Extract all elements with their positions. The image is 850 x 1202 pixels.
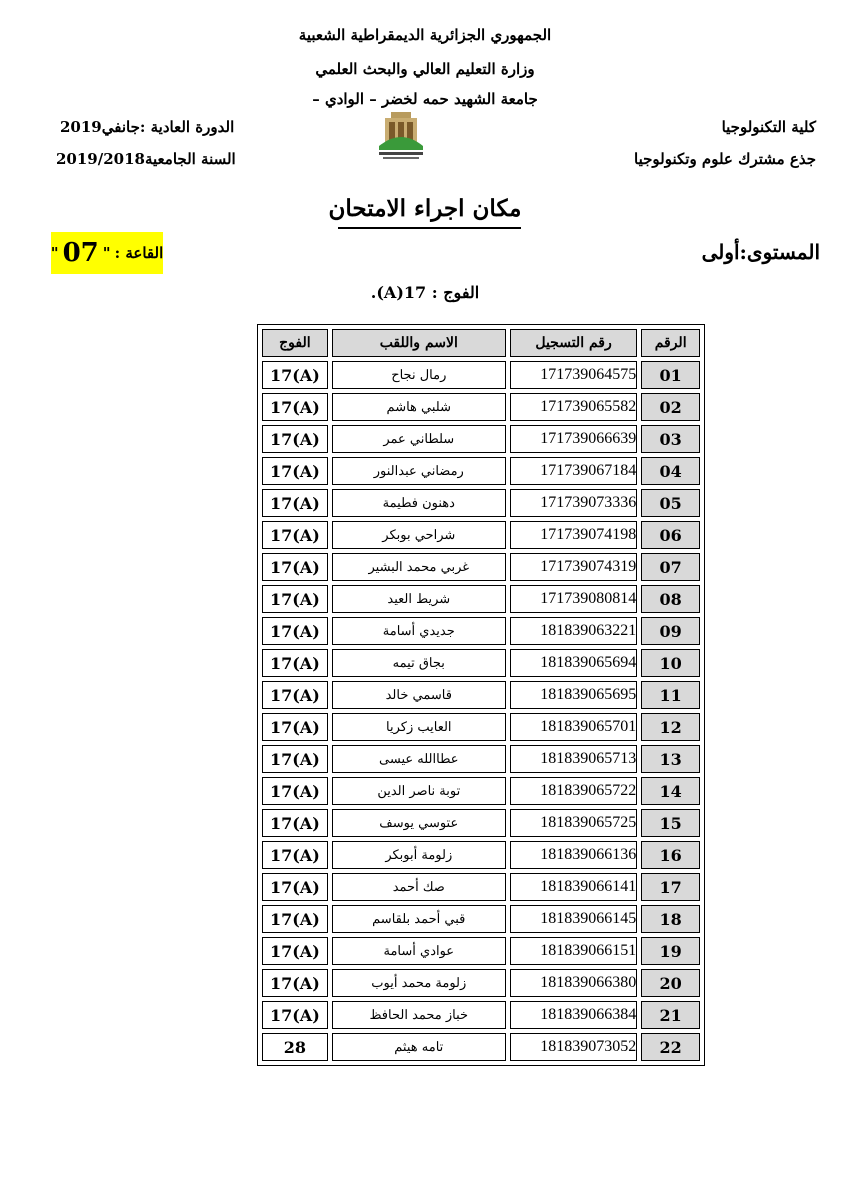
table-row [262,361,700,389]
cell-registration: 181839065722 [510,777,637,805]
title-underline [338,227,521,229]
cell-number: 01 [641,361,700,389]
cell-number: 15 [641,809,700,837]
cell-name: شريط العيد [332,585,506,613]
cell-name: غربي محمد البشير [332,553,506,581]
page-title: مكان اجراء الامتحان [328,195,522,222]
hall-number: 07 [62,238,99,268]
table-row [262,681,700,709]
table-row [262,905,700,933]
table-row [262,713,700,741]
cell-number: 11 [641,681,700,709]
cell-group: 17(A) [262,489,328,517]
table-row [262,521,700,549]
cell-name: عوادي أسامة [332,937,506,965]
cell-number: 21 [641,1001,700,1029]
header-republic: الجمهوري الجزائرية الديمقراطية الشعبية [298,26,552,44]
cell-registration: 171739073336 [510,489,637,517]
cell-number: 03 [641,425,700,453]
header-number: الرقم [641,329,700,357]
exam-session: الدورة العادية :جانفي2019 [60,118,235,136]
cell-registration: 171739080814 [510,585,637,613]
cell-name: شراحي بوبكر [332,521,506,549]
cell-registration: 181839066384 [510,1001,637,1029]
cell-group: 17(A) [262,553,328,581]
cell-number: 18 [641,905,700,933]
cell-name: خباز محمد الحافظ [332,1001,506,1029]
cell-number: 10 [641,649,700,677]
cell-name: صك أحمد [332,873,506,901]
cell-registration: 181839066145 [510,905,637,933]
table-row [262,393,700,421]
cell-name: شلبي هاشم [332,393,506,421]
cell-number: 06 [641,521,700,549]
cell-registration: 181839066151 [510,937,637,965]
cell-group: 17(A) [262,1001,328,1029]
table-row [262,777,700,805]
level-label: المستوى:أولى [701,240,820,264]
table-body [262,361,700,1061]
cell-name: عتوسي يوسف [332,809,506,837]
header-registration: رقم التسجيل [510,329,637,357]
cell-group: 17(A) [262,905,328,933]
hall-badge [51,232,163,274]
cell-group: 17(A) [262,457,328,485]
group-label: الفوج : 17(A). [370,283,480,302]
cell-group: 17(A) [262,713,328,741]
cell-name: رمضاني عبدالنور [332,457,506,485]
cell-group: 17(A) [262,681,328,709]
cell-registration: 181839066136 [510,841,637,869]
hall-label: القاعة : [114,244,164,262]
cell-group: 17(A) [262,841,328,869]
table-row [262,745,700,773]
cell-registration: 181839066380 [510,969,637,997]
table-row [262,1033,700,1061]
cell-group: 17(A) [262,649,328,677]
table-row [262,841,700,869]
cell-name: قاسمي خالد [332,681,506,709]
cell-number: 12 [641,713,700,741]
cell-name: تامه هيثم [332,1033,506,1061]
cell-registration: 171739065582 [510,393,637,421]
faculty-name: كلية التكنولوجيا [721,118,816,136]
cell-name: زلومة أبوبكر [332,841,506,869]
table-row [262,585,700,613]
cell-number: 14 [641,777,700,805]
students-table [257,324,705,1066]
cell-name: توبة ناصر الدين [332,777,506,805]
table-row [262,937,700,965]
cell-group: 17(A) [262,361,328,389]
header-group: الفوج [262,329,328,357]
hall-quote-open: " [50,244,59,262]
cell-registration: 171739067184 [510,457,637,485]
table-row [262,809,700,837]
cell-name: قبي أحمد بلقاسم [332,905,506,933]
cell-registration: 181839065701 [510,713,637,741]
cell-registration: 181839063221 [510,617,637,645]
cell-number: 20 [641,969,700,997]
header-name: الاسم واللقب [332,329,506,357]
cell-number: 08 [641,585,700,613]
cell-registration: 171739066639 [510,425,637,453]
cell-number: 09 [641,617,700,645]
cell-group: 17(A) [262,617,328,645]
cell-group: 17(A) [262,745,328,773]
table-row [262,553,700,581]
cell-number: 19 [641,937,700,965]
cell-registration: 171739074198 [510,521,637,549]
cell-number: 02 [641,393,700,421]
cell-group: 17(A) [262,809,328,837]
cell-group: 28 [262,1033,328,1061]
table-row [262,969,700,997]
table-row [262,457,700,485]
cell-number: 17 [641,873,700,901]
table-row [262,617,700,645]
cell-number: 16 [641,841,700,869]
cell-number: 04 [641,457,700,485]
cell-group: 17(A) [262,585,328,613]
cell-group: 17(A) [262,521,328,549]
cell-registration: 181839073052 [510,1033,637,1061]
cell-registration: 171739064575 [510,361,637,389]
cell-registration: 181839065695 [510,681,637,709]
table-header-row [262,329,700,357]
table-row [262,425,700,453]
cell-name: رمال نجاح [332,361,506,389]
cell-group: 17(A) [262,425,328,453]
table-row [262,489,700,517]
cell-group: 17(A) [262,969,328,997]
cell-number: 22 [641,1033,700,1061]
university-logo-icon [373,108,429,164]
department-name: جذع مشترك علوم وتكنولوجيا [634,150,816,168]
cell-registration: 171739074319 [510,553,637,581]
cell-name: عطاالله عيسى [332,745,506,773]
hall-quote-close: " [102,244,111,262]
cell-name: جديدي أسامة [332,617,506,645]
cell-name: بجاق تيمه [332,649,506,677]
table-row [262,1001,700,1029]
cell-group: 17(A) [262,393,328,421]
cell-name: سلطاني عمر [332,425,506,453]
cell-number: 07 [641,553,700,581]
cell-group: 17(A) [262,937,328,965]
cell-name: دهنون فطيمة [332,489,506,517]
cell-registration: 181839065713 [510,745,637,773]
cell-number: 05 [641,489,700,517]
cell-name: العايب زكريا [332,713,506,741]
cell-number: 13 [641,745,700,773]
cell-group: 17(A) [262,777,328,805]
table-row [262,873,700,901]
cell-registration: 181839066141 [510,873,637,901]
header-university: جامعة الشهيد حمه لخضر – الوادي – [312,90,538,108]
table-row [262,649,700,677]
cell-registration: 181839065694 [510,649,637,677]
header-ministry: وزارة التعليم العالي والبحث العلمي [315,60,535,78]
cell-group: 17(A) [262,873,328,901]
cell-name: زلومة محمد أيوب [332,969,506,997]
cell-registration: 181839065725 [510,809,637,837]
academic-year: السنة الجامعية2019/2018 [56,150,236,168]
